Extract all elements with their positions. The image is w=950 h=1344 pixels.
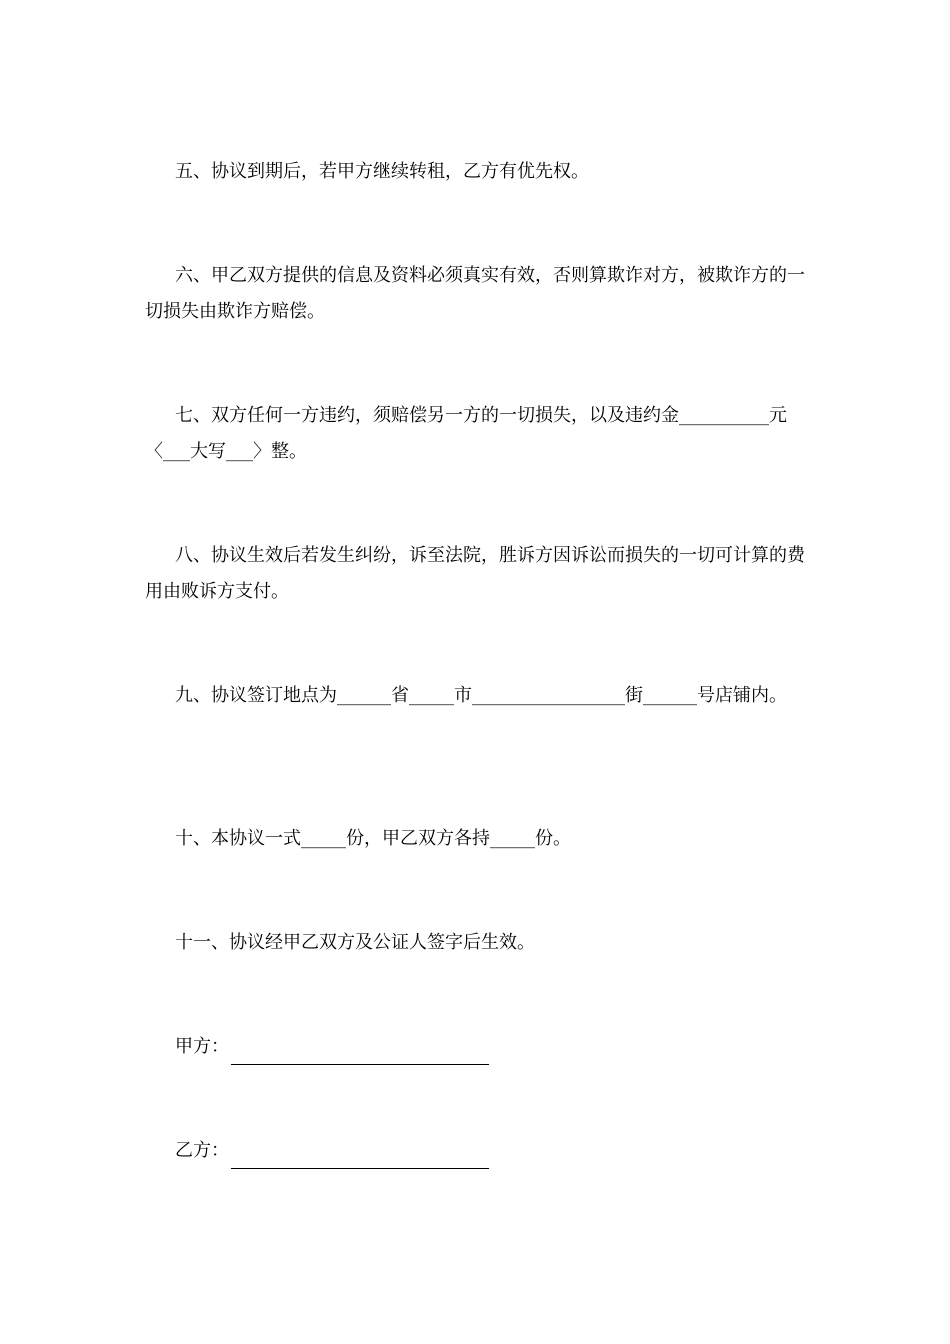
party-b-signature (175, 1133, 489, 1169)
clause-6: 六、甲乙双方提供的信息及资料必须真实有效，否则算欺诈对方，被欺诈方的一切损失由欺诈方赔偿。 (145, 265, 805, 322)
party-a-signature (175, 1029, 489, 1065)
party-b-label: 乙方： (175, 1140, 229, 1161)
clause-9: 九、协议签订地点为______省_____市_________________街______号店铺内。 (175, 685, 787, 706)
party-a-label: 甲方： (175, 1036, 229, 1057)
party-b-signature-line (231, 1146, 489, 1169)
clause-8: 八、协议生效后若发生纠纷，诉至法院，胜诉方因诉讼而损失的一切可计算的费用由败诉方支付。 (145, 545, 805, 602)
party-a-signature-line (231, 1042, 489, 1065)
clause-10: 十、本协议一式_____份，甲乙双方各持_____份。 (175, 828, 571, 849)
clause-7: 七、双方任何一方违约，须赔偿另一方的一切损失，以及违约金__________元〈___大写___〉整。 (145, 405, 787, 462)
clause-11: 十一、协议经甲乙双方及公证人签字后生效。 (175, 932, 535, 953)
clause-5: 五、协议到期后，若甲方继续转租，乙方有优先权。 (175, 161, 589, 182)
